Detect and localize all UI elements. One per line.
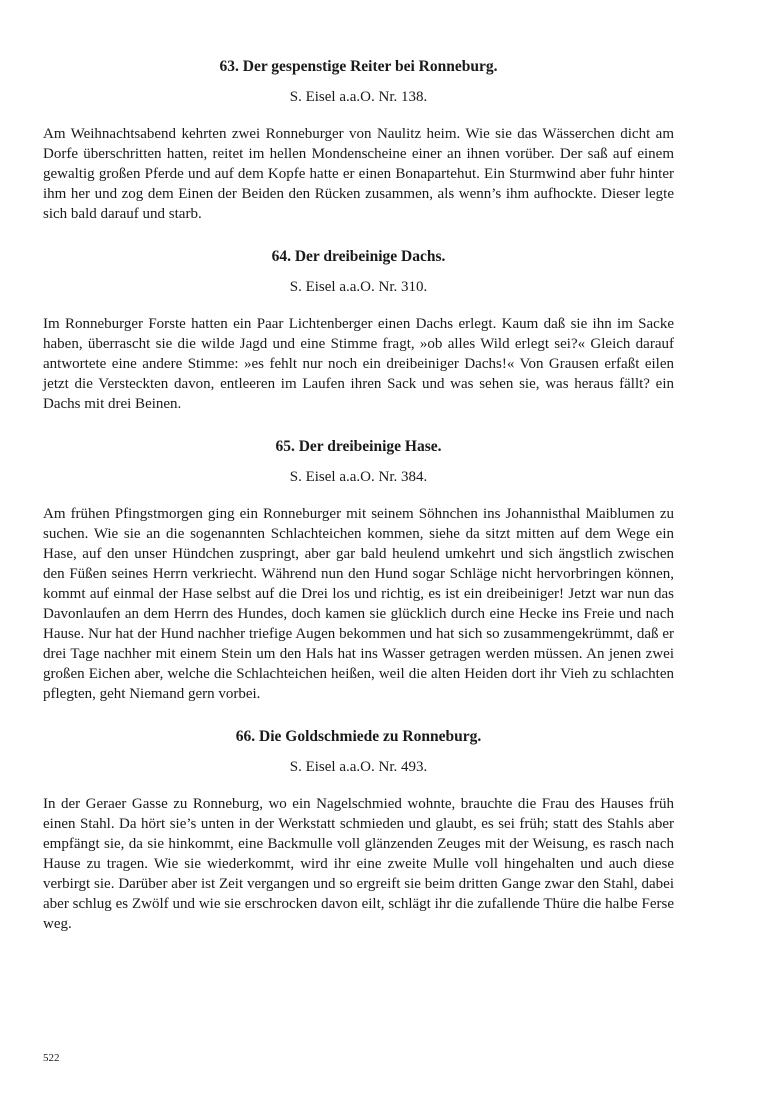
tale-65 xyxy=(43,436,674,704)
tale-63 xyxy=(43,56,674,224)
tale-title: 66. Die Goldschmiede zu Ronneburg. xyxy=(235,728,482,745)
tale-text: Im Ronneburger Forste hatten ein Paar Lichtenberger einen Dachs erlegt. Kaum daß sie ihn im Sacke haben, überrascht sie die wilde Jagd und eine Stimme fragt, »ob alles Wild erlegt sei?« Gleich darauf antwortete eine andere Stimme: »es fehlt nur noch ein dreibeiniger Dachs!« Von Grausen erfaßt eilen jetzt die Versteckten davon, entleeren im Laufen ihren Sack und was sehen sie, was heraus fällt? ein Dachs mit drei Beinen. xyxy=(43,316,674,412)
tale-text: In der Geraer Gasse zu Ronneburg, wo ein Nagelschmied wohnte, brauchte die Frau des Hauses früh einen Stahl. Da hört sie’s unten in der Werkstatt schmieden und glaubt, es sei früh; statt des Stahls aber empfängt sie, da sie hinkommt, eine Backmulle voll glänzenden Zeuges mit der Weisung, es rasch nach Hause zu tragen. Wie sie wiederkommt, wird ihr eine zweite Mulle voll hingehalten und auch diese verbirgt sie. Darüber aber ist Zeit vergangen und so ergreift sie beim dritten Gange zwar den Stahl, dabei aber schlug es Zwölf und wie sie erschrocken davon eilt, schlägt ihr die zufallende Thüre die halbe Ferse weg. xyxy=(43,796,674,932)
tale-title: 65. Der dreibeinige Hase. xyxy=(275,438,442,455)
tale-title: 64. Der dreibeinige Dachs. xyxy=(271,248,446,265)
tale-title: 63. Der gespenstige Reiter bei Ronneburg. xyxy=(219,58,498,75)
tale-64 xyxy=(43,246,674,414)
tale-text: Am Weihnachtsabend kehrten zwei Ronneburger von Naulitz heim. Wie sie das Wässerchen dicht am Dorfe überschritten hatten, reitet im hellen Mondenscheine einer an ihnen vorüber. Der saß auf einem gewaltig großen Pferde und auf dem Kopfe hatte er einen Bonapartehut. Ein Sturmwind aber fuhr hinter ihm her und zog dem Einen der Beiden den Rücken zusammen, als wenn’s ihm aufhockte. Dieser legte sich bald darauf und starb. xyxy=(43,126,674,222)
page-content xyxy=(43,56,674,956)
tale-source: S. Eisel a.a.O. Nr. 493. xyxy=(289,759,428,775)
tale-66 xyxy=(43,726,674,934)
tale-text: Am frühen Pfingstmorgen ging ein Ronneburger mit seinem Söhnchen ins Johannisthal Maiblumen zu suchen. Wie sie an die sogenannten Schlachteichen kommen, siehe da sitzt mitten auf dem Wege ein Hase, auf den unser Hündchen zuspringt, aber gar bald heulend umkehrt und sich ängstlich zwischen den Füßen seines Herrn verkriecht. Während nun den Hund sogar Schläge nicht hervorbringen können, kommt auf einmal der Hase selbst auf die Drei los und richtig, es ist ein dreibeiniger! Jetzt war nun das Davonlaufen an dem Herrn des Hundes, doch kamen sie glücklich durch eine Hecke ins Freie und nach Hause. Nur hat der Hund nachher triefige Augen bekommen und hat sich so zusammengekrümmt, daß er drei Tage nachher mit einem Stein um den Hals hat ins Wasser getragen werden müssen. An jenen zwei großen Eichen aber, welche die Schlachteichen heißen, weil die alten Heiden dort ihr Vieh zu schlachten pflegten, geht Niemand gern vorbei. xyxy=(43,506,674,702)
page-number: 522 xyxy=(43,1052,60,1064)
tale-source: S. Eisel a.a.O. Nr. 384. xyxy=(289,469,428,485)
tale-source: S. Eisel a.a.O. Nr. 310. xyxy=(289,279,428,295)
tale-source: S. Eisel a.a.O. Nr. 138. xyxy=(289,89,428,105)
